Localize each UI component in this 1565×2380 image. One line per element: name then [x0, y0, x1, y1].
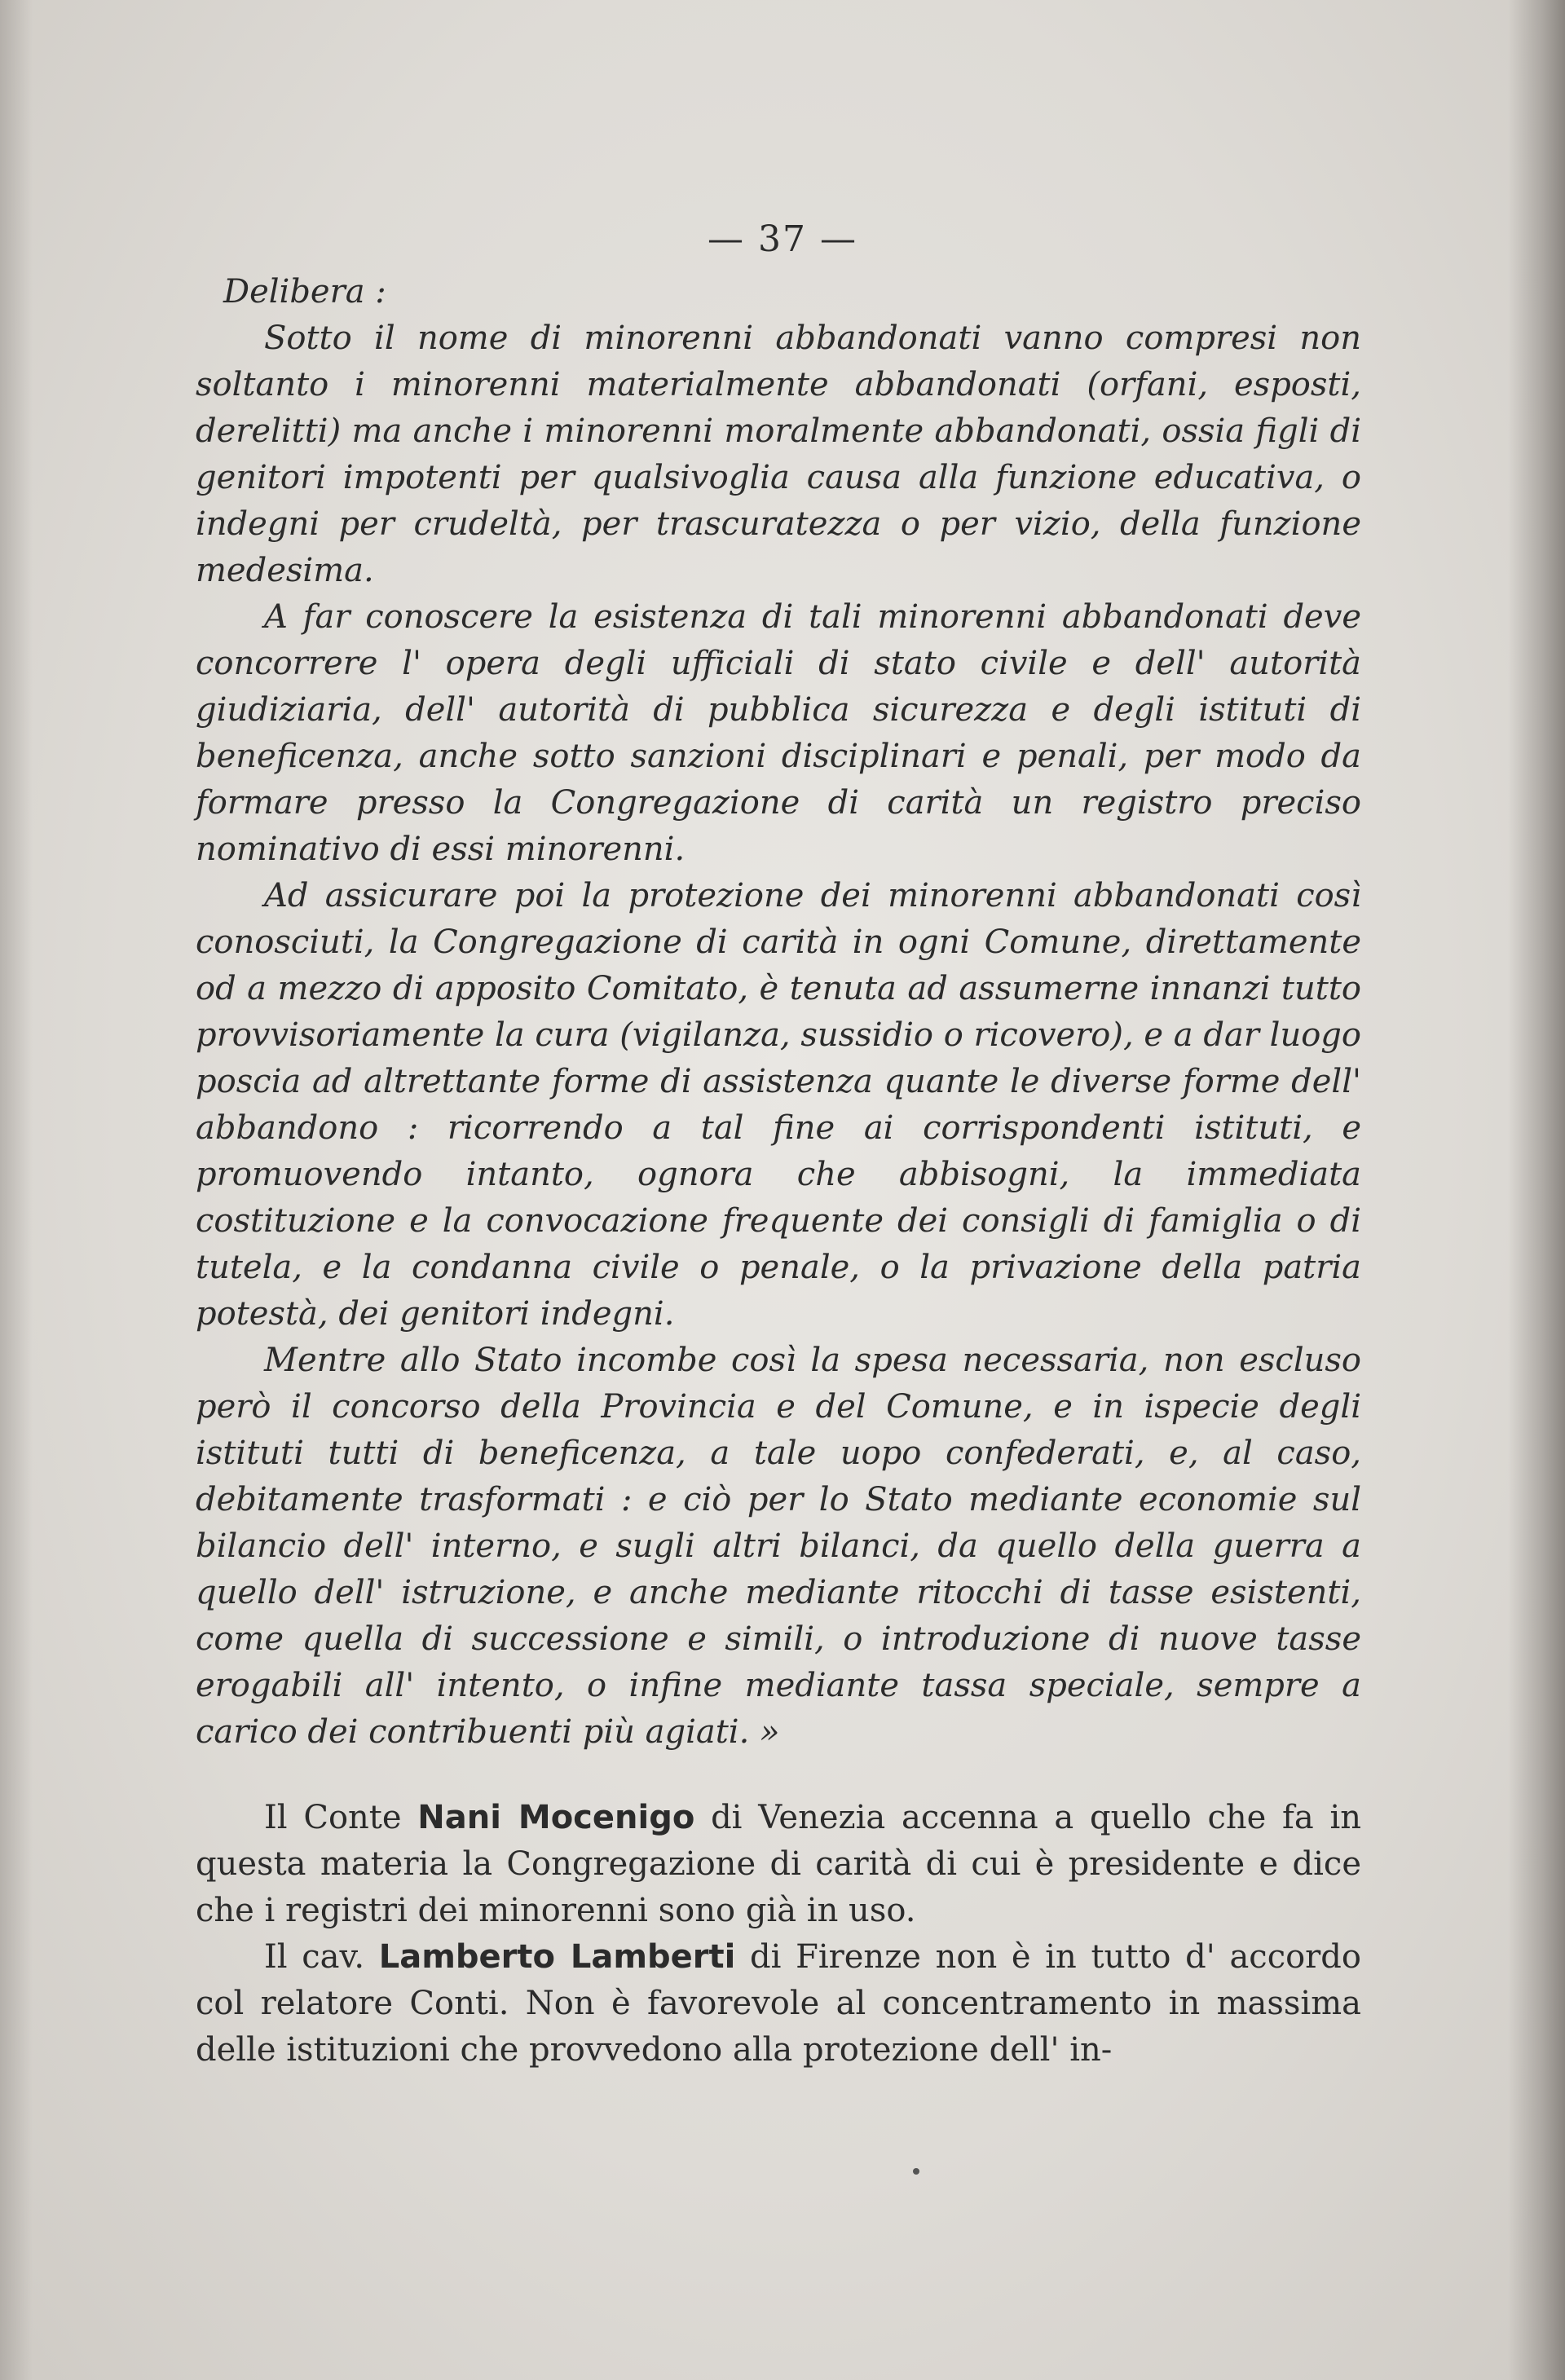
discussion-paragraph-1: [196, 1795, 1361, 1934]
body-text: [196, 269, 1361, 2074]
delibera-paragraph-2: A far conoscere la esistenza di tali minorenni abbandonati deve concorrere l' opera degli ufficiali di stato civile e dell' autorità giudiziaria, dell' autorità di pubblica sicurezza e degli istituti di beneficenza, anche sotto sanzioni disciplinari e penali, per modo da formare presso la Congregazione di carità un registro preciso nominativo di essi minorenni.: [196, 598, 1361, 868]
page-right-shadow: [1508, 0, 1565, 2380]
ink-speck: [913, 2168, 919, 2175]
delibera-paragraph-3: Ad assicurare poi la protezione dei minorenni abbandonati così conosciuti, la Congregazione di carità in ogni Comune, direttamente od a mezzo di apposito Comitato, è tenuta ad assumerne innanzi tutto provvisoriamente la cura (vigilanza, sussidio o ricovero), e a dar luogo poscia ad altrettante forme di assistenza quante le diverse forme dell' abbandono : ricorrendo a tal fine ai corrispondenti istituti, e promuovendo intanto, ognora che abbisogni, la immediata costituzione e la convocazione frequente dei consigli di famiglia o di tutela, e la condanna civile o penale, o la privazione della patria potestà, dei genitori indegni.: [196, 877, 1361, 1333]
discussion-2-intro: Il cav.: [264, 1938, 379, 1976]
page-left-shadow: [0, 0, 33, 2380]
discussion-1-text: di Venezia accenna a quello che fa in questa materia la Congregazione di carità di cui è presidente e dice che i registri dei minorenni sono già in uso.: [196, 1799, 1362, 1929]
discussion-2-text: di Firenze non è in tutto d' accordo col relatore Conti. Non è favorevole al concentramento in massima delle istituzioni che provvedono alla protezione dell' in-: [196, 1938, 1361, 2069]
speaker-name-1: Nani Mocenigo: [417, 1799, 695, 1836]
delibera-heading: Delibera :: [223, 273, 386, 311]
page-number: — 37 —: [708, 218, 857, 260]
discussion-paragraph-2: [196, 1934, 1361, 2074]
discussion-1-intro: Il Conte: [264, 1799, 418, 1836]
speaker-name-2: Lamberto Lamberti: [378, 1938, 736, 1976]
section-gap: [196, 1756, 1361, 1795]
delibera-paragraph-1: Sotto il nome di minorenni abbandonati vanno compresi non soltanto i minorenni materialmente abbandonati (orfani, esposti, derelitti) ma anche i minorenni moralmente abbandonati, ossia figli di genitori impotenti per qualsivoglia causa alla funzione educativa, o indegni per crudeltà, per trascuratezza o per vizio, della funzione medesima.: [196, 320, 1361, 589]
delibera-paragraph-4: Mentre allo Stato incombe così la spesa necessaria, non escluso però il concorso della Provincia e del Comune, e in ispecie degli istituti tutti di beneficenza, a tale uopo confederati, e, al caso, debitamente trasformati : e ciò per lo Stato mediante economie sul bilancio dell' interno, e sugli altri bilanci, da quello della guerra a quello dell' istruzione, e anche mediante ritocchi di tasse esistenti, come quella di successione e simili, o introduzione di nuove tasse erogabili all' intento, o infine mediante tassa speciale, sempre a carico dei contribuenti più agiati. »: [196, 1342, 1361, 1751]
